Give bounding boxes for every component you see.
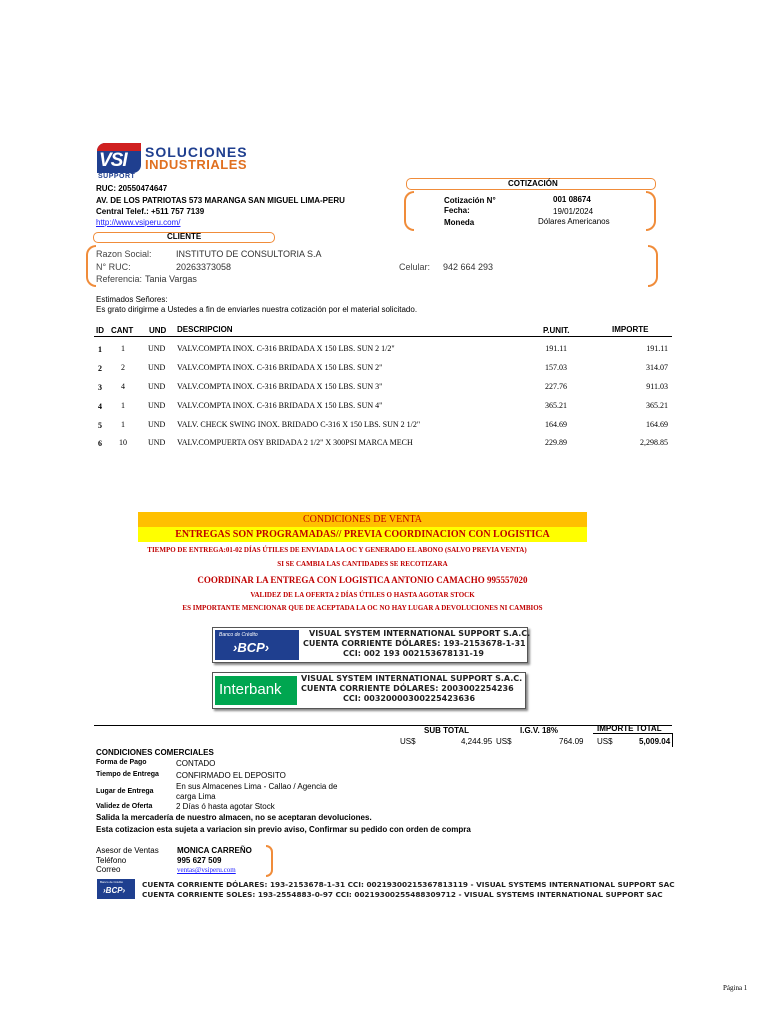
bcp-line2: CUENTA CORRIENTE DÓLARES: 193-2153678-1-31 bbox=[303, 639, 526, 648]
company-logo bbox=[97, 143, 267, 179]
client-left-bracket bbox=[86, 245, 96, 287]
row-cant: 1 bbox=[121, 420, 125, 429]
quote-left-bracket bbox=[404, 191, 414, 231]
seller-mail-link[interactable]: ventas@vsiperu.com bbox=[177, 866, 236, 874]
conditions-subtitle: ENTREGAS SON PROGRAMADAS// PREVIA COORDINACION CON LOGISTICA bbox=[175, 529, 550, 540]
row-desc: VALV.COMPTA INOX. C-316 BRIDADA X 150 LBS. SUN 3" bbox=[177, 382, 383, 391]
row-desc: VALV.COMPTA INOX. C-316 BRIDADA X 150 LBS. SUN 2 1/2" bbox=[177, 344, 395, 353]
col-header-cant: CANT bbox=[111, 326, 134, 335]
row-desc: VALV. CHECK SWING INOX. BRIDADO C-316 X 150 LBS. SUN 2 1/2" bbox=[177, 420, 421, 429]
advisor-label: Asesor de Ventas bbox=[96, 846, 159, 855]
igv-label: I.G.V. 18% bbox=[520, 726, 558, 735]
row-und: UND bbox=[148, 344, 166, 353]
quote-currency-value: Dólares Americanos bbox=[538, 217, 610, 226]
row-punit: 227.76 bbox=[545, 382, 567, 391]
company-website-link[interactable]: http://www.vsiperu.com/ bbox=[96, 218, 181, 227]
row-desc: VALV.COMPUERTA OSY BRIDADA 2 1/2" X 300PSI MARCA MECH bbox=[177, 438, 413, 447]
seller-mail-label: Correo bbox=[96, 865, 121, 874]
logo-line1: SOLUCIONES bbox=[145, 144, 248, 160]
bcp-bank-box bbox=[212, 627, 531, 663]
interbank-line2: CUENTA CORRIENTE DÓLARES: 2003002254236 bbox=[301, 684, 514, 693]
greeting-line2: Es grato dirigirme a Ustedes a fin de enviarles nuestra cotización por el material solicitado. bbox=[96, 305, 418, 314]
row-punit: 191.11 bbox=[545, 344, 567, 353]
row-und: UND bbox=[148, 438, 166, 447]
quote-date-value: 19/01/2024 bbox=[553, 207, 594, 216]
greeting-line1: Estimados Señores: bbox=[96, 295, 168, 304]
col-header-punit: P.UNIT. bbox=[543, 326, 570, 335]
subtotal-value: 4,244.95 bbox=[461, 737, 493, 746]
client-ref-label: Referencia: bbox=[96, 274, 143, 284]
quote-date-label: Fecha: bbox=[444, 206, 470, 215]
row-cant: 10 bbox=[119, 438, 127, 447]
row-punit: 365.21 bbox=[545, 401, 567, 410]
delivery-place-label: Lugar de Entrega bbox=[96, 788, 154, 795]
row-cant: 2 bbox=[121, 363, 125, 372]
logo-vsi-text: VSI bbox=[99, 150, 127, 171]
row-id: 4 bbox=[98, 402, 102, 411]
row-cant: 1 bbox=[121, 344, 125, 353]
conditions-subtitle-band bbox=[138, 527, 587, 542]
conditions-line3: COORDINAR LA ENTREGA CON LOGISTICA ANTONIO CAMACHO 995557020 bbox=[197, 575, 528, 585]
footer-bcp-text: ›BCP› bbox=[103, 886, 126, 895]
page-number: Página 1 bbox=[723, 984, 748, 992]
row-importe: 2,298.85 bbox=[640, 438, 668, 447]
footer-bcp-logo bbox=[97, 879, 135, 899]
company-address: AV. DE LOS PATRIOTAS 573 MARANGA SAN MIGUEL LIMA-PERU bbox=[96, 196, 345, 205]
row-importe: 911.03 bbox=[646, 382, 668, 391]
validity-label: Validez de Oferta bbox=[96, 803, 153, 810]
footer-bank-line2: CUENTA CORRIENTE SOLES: 193-2554883-0-97 CCI: 00219300255488309712 - VISUAL SYSTEMS INTERNATIONAL SUPPORT SAC bbox=[142, 890, 663, 899]
client-cell-value: 942 664 293 bbox=[443, 262, 494, 272]
note-returns: Salida la mercadería de nuestro almacen, no se aceptaran devoluciones. bbox=[96, 813, 372, 822]
row-importe: 314.07 bbox=[646, 363, 668, 372]
quote-right-bracket bbox=[646, 191, 656, 231]
quote-number-label: Cotización N° bbox=[444, 196, 496, 205]
client-right-bracket bbox=[648, 245, 658, 287]
row-id: 1 bbox=[98, 345, 102, 354]
row-importe: 365.21 bbox=[646, 401, 668, 410]
company-phone: Central Telef.: +511 757 7139 bbox=[96, 207, 205, 216]
totals-rule bbox=[94, 725, 672, 726]
client-name-label: Razon Social: bbox=[96, 249, 152, 259]
row-und: UND bbox=[148, 420, 166, 429]
seller-phone-value: 995 627 509 bbox=[177, 856, 222, 865]
footer-bank-line1: CUENTA CORRIENTE DÓLARES: 193-2153678-1-31 CCI: 00219300215367813119 - VISUAL SYSTEMS INTERNATIONAL SUPPORT SAC bbox=[142, 880, 675, 889]
conditions-title-band bbox=[138, 512, 587, 527]
bcp-line3: CCI: 002 193 002153678131-19 bbox=[343, 649, 484, 658]
commercial-title: CONDICIONES COMERCIALES bbox=[96, 748, 214, 757]
row-id: 2 bbox=[98, 364, 102, 373]
client-ruc-label: N° RUC: bbox=[96, 262, 131, 272]
quote-header: COTIZACIÓN bbox=[508, 179, 558, 188]
payment-value: CONTADO bbox=[176, 759, 216, 768]
row-id: 5 bbox=[98, 421, 102, 430]
col-header-desc: DESCRIPCION bbox=[177, 325, 233, 334]
delivery-place-value1: En sus Almacenes Lima - Callao / Agencia de bbox=[176, 782, 338, 791]
interbank-box bbox=[212, 672, 526, 709]
row-punit: 164.69 bbox=[545, 420, 567, 429]
row-und: UND bbox=[148, 382, 166, 391]
row-id: 3 bbox=[98, 383, 102, 392]
company-ruc: RUC: 20550474647 bbox=[96, 184, 168, 193]
igv-currency: US$ bbox=[496, 737, 512, 746]
row-und: UND bbox=[148, 363, 166, 372]
subtotal-label: SUB TOTAL bbox=[424, 726, 470, 735]
quote-number-value: 001 08674 bbox=[553, 195, 591, 204]
subtotal-currency: US$ bbox=[400, 737, 416, 746]
row-und: UND bbox=[148, 401, 166, 410]
bcp-logo-block bbox=[215, 630, 299, 660]
bcp-logo-text: ›BCP› bbox=[233, 640, 270, 655]
row-desc: VALV.COMPTA INOX. C-316 BRIDADA X 150 LBS. SUN 2" bbox=[177, 363, 383, 372]
delivery-time-label: Tiempo de Entrega bbox=[96, 771, 159, 778]
advisor-value: MONICA CARREÑO bbox=[177, 846, 252, 855]
total-label: IMPORTE TOTAL bbox=[597, 724, 662, 733]
total-value: 5,009.04 bbox=[639, 737, 671, 746]
delivery-place-value2: carga Lima bbox=[176, 792, 216, 801]
payment-label: Forma de Pago bbox=[96, 759, 147, 766]
conditions-line5: ES IMPORTANTE MENCIONAR QUE DE ACEPTADA LA OC NO HAY LUGAR A DEVOLUCIONES NI CAMBIOS bbox=[182, 604, 543, 612]
row-punit: 157.03 bbox=[545, 363, 567, 372]
delivery-time-value: CONFIRMADO EL DEPOSITO bbox=[176, 771, 286, 780]
row-id: 6 bbox=[98, 439, 102, 448]
interbank-line3: CCI: 00320000300225423636 bbox=[343, 694, 476, 703]
row-desc: VALV.COMPTA INOX. C-316 BRIDADA X 150 LBS. SUN 4" bbox=[177, 401, 383, 410]
interbank-line1: VISUAL SYSTEM INTERNATIONAL SUPPORT S.A.C. bbox=[301, 674, 523, 683]
seller-phone-label: Teléfono bbox=[96, 856, 127, 865]
client-header: CLIENTE bbox=[167, 232, 202, 241]
interbank-logo-text: Interbank bbox=[219, 681, 282, 698]
bcp-logo-small: Banco de Crédito bbox=[219, 632, 258, 638]
seller-right-bracket bbox=[266, 845, 273, 877]
note-variation: Esta cotizacion esta sujeta a variacion sin previo aviso, Confirmar su pedido con orden de compra bbox=[96, 825, 471, 834]
logo-line2: INDUSTRIALES bbox=[145, 157, 248, 172]
client-ref-value: Tania Vargas bbox=[145, 274, 197, 284]
footer-bcp-small: Banco de Crédito bbox=[100, 880, 124, 884]
row-importe: 164.69 bbox=[646, 420, 668, 429]
bcp-line1: VISUAL SYSTEM INTERNATIONAL SUPPORT S.A.C. bbox=[309, 629, 531, 638]
conditions-line4: VALIDEZ DE LA OFERTA 2 DÍAS ÚTILES O HASTA AGOTAR STOCK bbox=[250, 591, 475, 599]
conditions-line2: SI SE CAMBIA LAS CANTIDADES SE RECOTIZARA bbox=[277, 560, 448, 568]
validity-value: 2 Días ó hasta agotar Stock bbox=[176, 802, 275, 811]
interbank-logo-block bbox=[215, 676, 297, 705]
row-cant: 4 bbox=[121, 382, 125, 391]
row-importe: 191.11 bbox=[646, 344, 668, 353]
col-header-und: UND bbox=[149, 326, 167, 335]
total-currency: US$ bbox=[597, 737, 613, 746]
table-header-rule bbox=[94, 336, 672, 337]
quote-currency-label: Moneda bbox=[444, 218, 475, 227]
logo-support-text: SUPPORT bbox=[98, 173, 136, 180]
logo-mark bbox=[97, 143, 141, 173]
col-header-id: ID bbox=[96, 326, 104, 335]
client-name-value: INSTITUTO DE CONSULTORIA S.A bbox=[176, 249, 322, 259]
client-cell-label: Celular: bbox=[399, 262, 431, 272]
conditions-title: CONDICIONES DE VENTA bbox=[302, 514, 422, 525]
row-punit: 229.89 bbox=[545, 438, 567, 447]
row-cant: 1 bbox=[121, 401, 125, 410]
client-ruc-value: 20263373058 bbox=[176, 262, 232, 272]
col-header-importe: IMPORTE bbox=[612, 325, 649, 334]
igv-value: 764.09 bbox=[559, 737, 584, 746]
conditions-line1: TIEMPO DE ENTREGA:01-02 DÍAS ÚTILES DE ENVIADA LA OC Y GENERADO EL ABONO (SALVO PREVIA VENTA) bbox=[147, 546, 527, 554]
